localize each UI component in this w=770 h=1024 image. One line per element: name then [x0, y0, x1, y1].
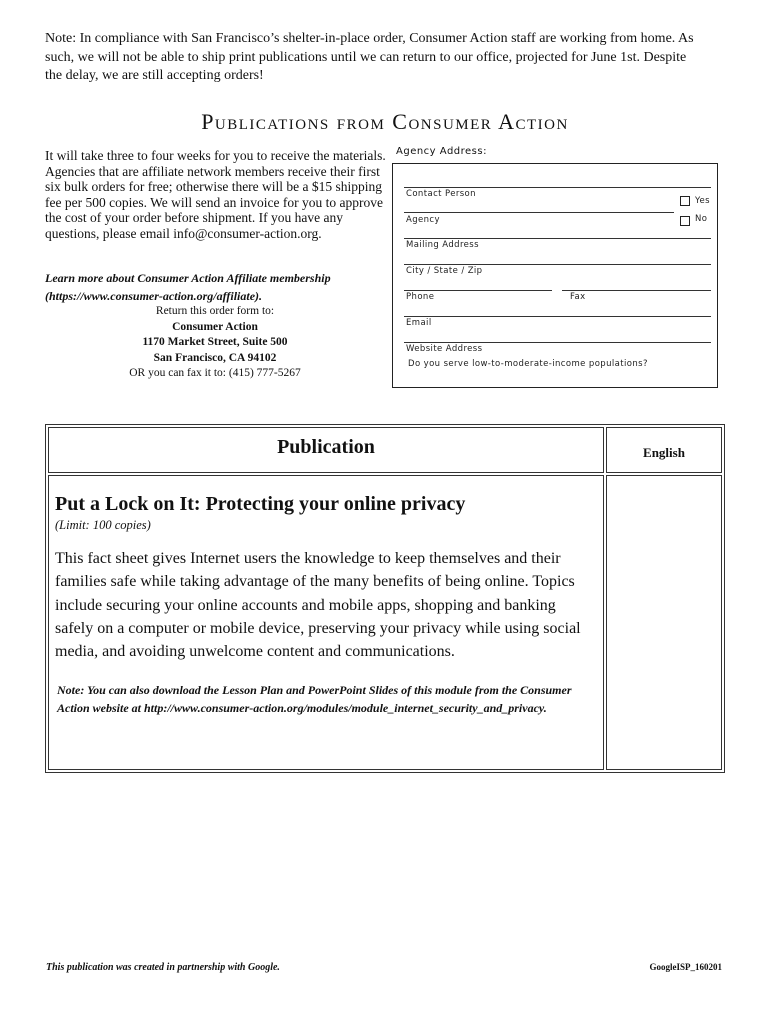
contact-person-label: Contact Person — [406, 189, 476, 199]
table-header-row — [48, 427, 722, 473]
mailing-address-line[interactable] — [404, 238, 711, 239]
phone-line[interactable] — [404, 290, 552, 291]
affiliate-link-text[interactable]: Learn more about Consumer Action Affiliate membership (https://www.consumer-action.org/affiliate). — [45, 271, 331, 303]
english-quantity-cell[interactable] — [606, 475, 722, 770]
website-label: Website Address — [406, 344, 483, 354]
return-line: Return this order form to: — [155, 305, 275, 317]
fax-label: Fax — [570, 292, 586, 302]
city-state-zip-line[interactable] — [404, 264, 711, 265]
return-street: 1170 Market Street, Suite 500 — [142, 336, 288, 348]
publication-cell — [48, 475, 604, 770]
table-row — [48, 475, 722, 770]
agency-line[interactable] — [404, 212, 674, 213]
mailing-address-label: Mailing Address — [406, 240, 479, 250]
publication-table — [45, 424, 725, 773]
no-label: No — [695, 214, 708, 224]
intro-text: It will take three to four weeks for you to receive the materials. Agencies that are affiliate network members receive their first six bulk orders for free; otherwise there will be a $15 shipping fee per 500 copies. We will send an invoice for you to approve the cost of your order before shipment. If you have any questions, please email info@consumer-action.org. — [45, 148, 386, 241]
yes-label: Yes — [695, 196, 710, 206]
agency-address-form — [392, 163, 718, 388]
phone-label: Phone — [406, 292, 435, 302]
document-code: GoogleISP_160201 — [649, 962, 722, 972]
page-title: Publications from Consumer Action — [201, 109, 569, 134]
shelter-notice: Note: In compliance with San Francisco’s shelter-in-place order, Consumer Action staff are working from home. As such, we will not be able to ship print publications until we can return to our office, projected for June 1st. Despite the delay, we are still accepting orders! — [45, 31, 694, 83]
partnership-footer: This publication was created in partnership with Google. — [46, 962, 280, 973]
website-line[interactable] — [404, 342, 711, 343]
yes-checkbox[interactable] — [680, 196, 690, 206]
publication-title: Put a Lock on It: Protecting your online privacy — [55, 493, 466, 515]
no-checkbox[interactable] — [680, 216, 690, 226]
income-question: Do you serve low-to-moderate-income populations? — [408, 359, 648, 369]
city-state-zip-label: City / State / Zip — [406, 266, 483, 276]
return-org: Consumer Action — [172, 320, 258, 333]
publication-description: This fact sheet gives Internet users the knowledge to keep themselves and their families safe while taking advantage of the many benefits of being online. Topics include securing your online accounts and mobile apps, shopping and banking safely on a computer or mobile device, preserving your privacy while using social media, and avoiding unwelcome content and communications. — [55, 550, 581, 661]
agency-address-heading: Agency Address: — [396, 146, 487, 157]
publication-column-header: Publication — [48, 427, 604, 473]
english-column-header: English — [606, 427, 722, 473]
agency-label: Agency — [406, 215, 440, 225]
publication-limit: (Limit: 100 copies) — [55, 518, 151, 532]
email-label: Email — [406, 318, 432, 328]
fax-line[interactable] — [562, 290, 711, 291]
return-city: San Francisco, CA 94102 — [153, 351, 277, 364]
email-line[interactable] — [404, 316, 711, 317]
publication-download-note: Note: You can also download the Lesson Plan and PowerPoint Slides of this module from the Consumer Action website at http://www.consumer-action.org/modules/module_internet_security_and_privacy. — [57, 683, 572, 716]
return-address — [60, 304, 370, 382]
contact-person-line[interactable] — [404, 187, 711, 188]
return-fax: OR you can fax it to: (415) 777-5267 — [129, 367, 301, 379]
